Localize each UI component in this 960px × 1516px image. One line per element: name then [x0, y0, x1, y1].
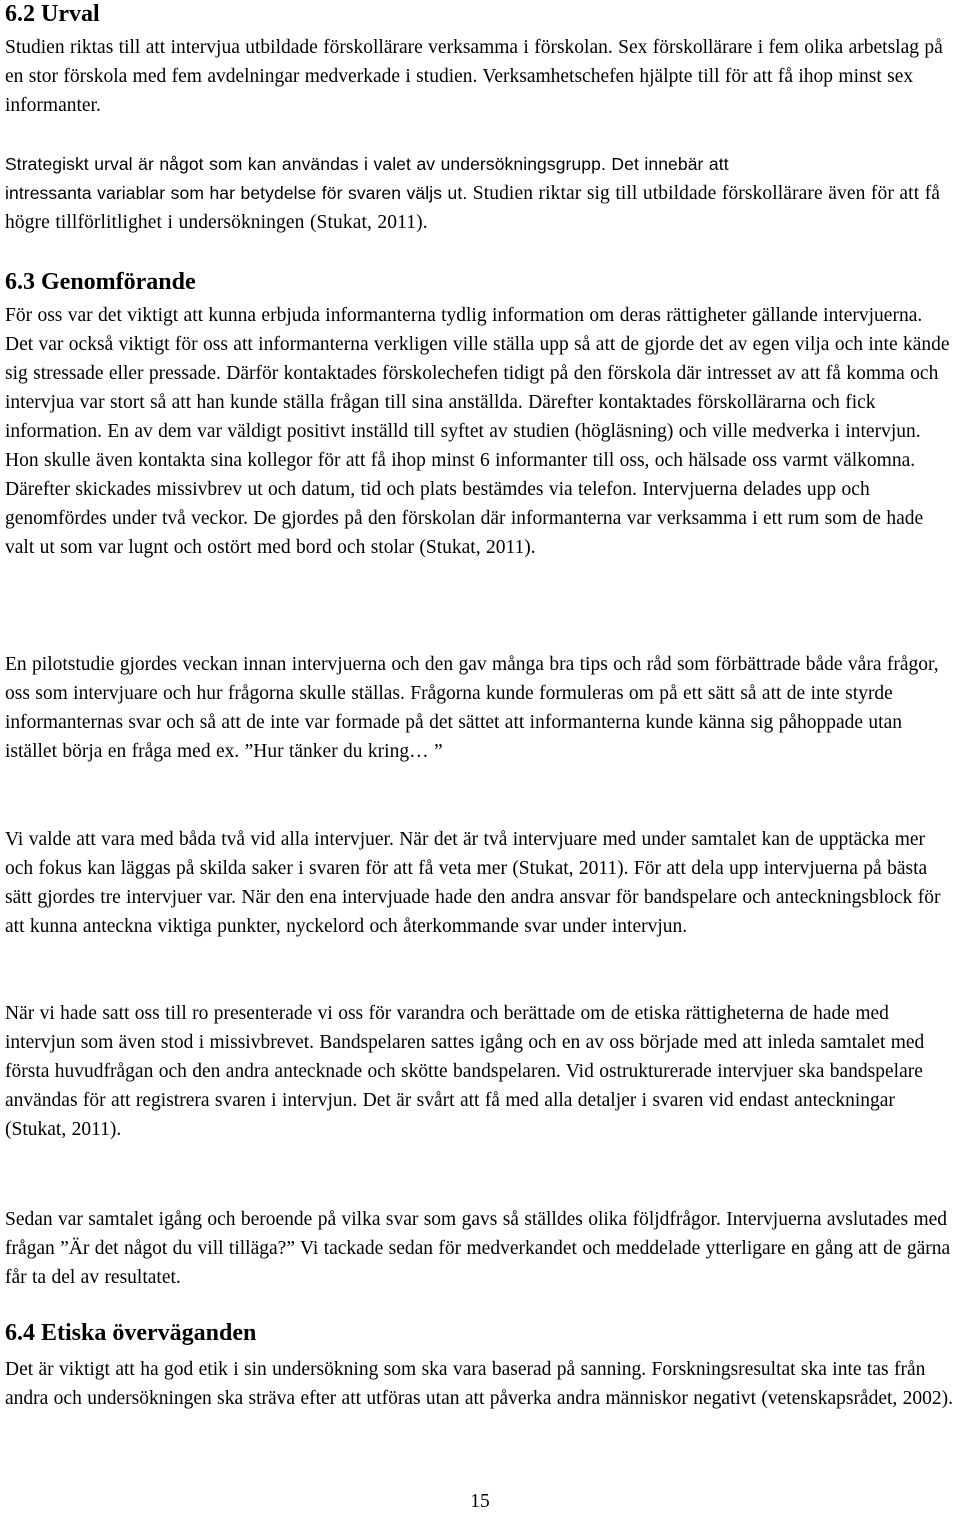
- paragraph-text: För oss var det viktigt att kunna erbjuda informanterna tydlig information om deras rättigheter gällande intervjuerna. Det var också viktigt för oss att informanterna verkligen ville ställa upp så att de gjorde det av egen vilja och inte kände sig stressade eller pressade. Därför kontaktades förskolechefen tidigt på den förskola där intresset av att få komma och intervjua var stort så att han kunde ställa frågan till sina anställda. Därefter kontaktades förskollärarna och fick information. En av dem var väldigt positivt inställd till syftet av studien (högläsning) och ville medverka i intervjun. Hon skulle även kontakta sina kollegor för att få ihop minst 6 informanter till oss, och hälsade oss varmt välkomna. Därefter skickades missivbrev ut och datum, tid och plats bestämdes via telefon. Intervjuerna delades upp och genomfördes under två veckor. De gjordes på den förskolan där informanterna var verksamma i ett rum som de hade valt ut som var lugnt och ostört med bord och stolar (Stukat, 2011).: [5, 305, 950, 558]
- paragraph-genomforande-5: [5, 1205, 955, 1292]
- paragraph-text: Vi valde att vara med båda två vid alla intervjuer. När det är två intervjuare med under samtalet kan de upptäcka mer och fokus kan läggas på skilda saker i svaren för att få veta mer (Stukat, 2011). För att dela upp intervjuerna på bästa sätt gjordes tre intervjuer var. När den ena intervjuade hade den andra ansvar för bandspelare och anteckningsblock för att kunna anteckna viktiga punkter, nyckelord och återkommande svar under intervjun.: [5, 829, 941, 937]
- paragraph-genomforande-3: [5, 825, 955, 941]
- section-heading-etiska: 6.4 Etiska överväganden: [5, 1320, 257, 1346]
- paragraph-urval-2: [5, 150, 955, 237]
- paragraph-line: [5, 150, 955, 237]
- document-page: [5, 0, 955, 1515]
- paragraph-genomforande-1: [5, 301, 955, 562]
- section-heading-urval: 6.2 Urval: [5, 1, 100, 27]
- section-heading-genomforande: 6.3 Genomförande: [5, 269, 196, 295]
- paragraph-genomforande-2: [5, 650, 955, 766]
- paragraph-text: Det är viktigt att ha god etik i sin undersökning som ska vara baserad på sanning. Forskningsresultat ska inte tas från andra och undersökningen ska sträva efter att utföras utan att påverka andra människor negativt (vetenskapsrådet, 2002).: [5, 1359, 954, 1409]
- paragraph-etiska-1: [5, 1355, 955, 1413]
- paragraph-text: När vi hade satt oss till ro presenterade vi oss för varandra och berättade om de etiska rättigheterna de hade med intervjun som även stod i missivbrevet. Bandspelaren sattes igång och en av oss började med att inleda samtalet med första huvudfrågan och den andra antecknade och skötte bandspelaren. Vid ostrukturerade intervjuer ska bandspelare användas för att registrera svaren i intervjun. Det är svårt att få med alla detaljer i svaren vid endast anteckningar (Stukat, 2011).: [5, 1003, 925, 1140]
- paragraph-line-2: intressanta variablar som har betydelse för svaren väljs ut.: [5, 183, 468, 203]
- paragraph-line-1: Strategiskt urval är något som kan användas i valet av undersökningsgrupp. Det innebär att: [5, 154, 729, 174]
- page-number: 15: [470, 1491, 490, 1512]
- paragraph-text: Studien riktas till att intervjua utbildade förskollärare verksamma i förskolan. Sex förskollärare i fem olika arbetslag på en stor förskola med fem avdelningar medverkade i studien. Verksamhetschefen hjälpte till för att få ihop minst sex informanter.: [5, 37, 943, 116]
- paragraph-genomforande-4: [5, 999, 955, 1144]
- paragraph-urval-1: [5, 33, 955, 120]
- paragraph-line-rest: Studien riktar sig till utbildade förskollärare även för att få högre tillförlitlighet i undersökningen (Stukat, 2011).: [5, 183, 941, 233]
- paragraph-text: Sedan var samtalet igång och beroende på vilka svar som gavs så ställdes olika följdfrågor. Intervjuerna avslutades med frågan ”Är det något du vill tilläga?” Vi tackade sedan för medverkandet och meddelade ytterligare en gång att de gärna får ta del av resultatet.: [5, 1209, 951, 1288]
- paragraph-text: En pilotstudie gjordes veckan innan intervjuerna och den gav många bra tips och råd som förbättrade både våra frågor, oss som intervjuare och hur frågorna skulle ställas. Frågorna kunde formuleras om på ett sätt så att de inte styrde informanternas svar och så att de inte var formade på det sättet att informanterna kunde känna sig påhoppade utan istället börja en fråga med ex. ”Hur tänker du kring… ”: [5, 654, 939, 762]
